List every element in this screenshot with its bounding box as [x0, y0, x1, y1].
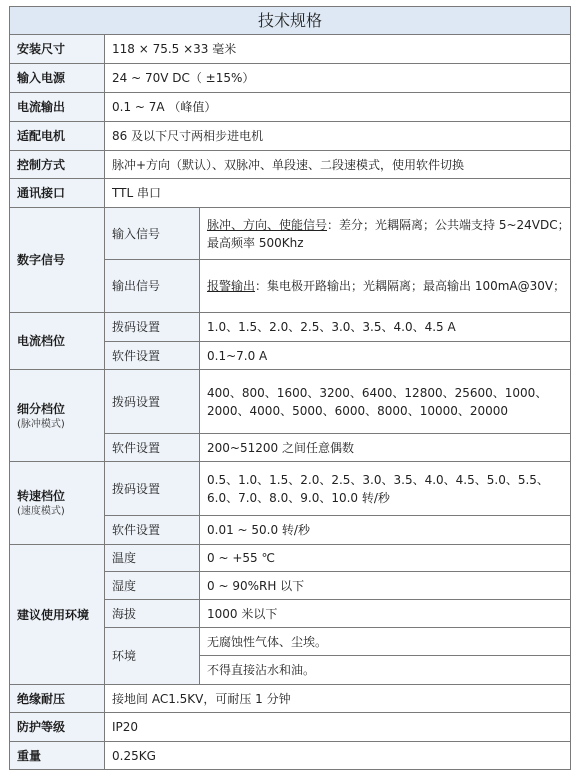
row-value	[200, 208, 571, 260]
signal-lead: 脉冲、方向、使能信号	[207, 217, 328, 232]
row-label: 控制方式	[10, 151, 105, 179]
row-value: 接地间 AC1.5KV，可耐压 1 分钟	[105, 685, 571, 713]
row-value: 1000 米以下	[200, 600, 571, 628]
sub-label: 拨码设置	[105, 370, 200, 434]
table-row	[10, 35, 571, 64]
table-row	[10, 179, 571, 208]
table-row	[10, 64, 571, 93]
row-label: 防护等级	[10, 713, 105, 742]
sub-label: 软件设置	[105, 434, 200, 462]
row-label: 绝缘耐压	[10, 685, 105, 713]
signal-lead: 报警输出	[207, 279, 256, 293]
table-row	[10, 122, 571, 151]
row-value: 400、800、1600、3200、6400、12800、25600、1000、2000、4000、5000、6000、8000、10000、20000	[200, 370, 571, 434]
row-label: 建议使用环境	[10, 545, 105, 685]
row-value: 1.0、1.5、2.0、2.5、3.0、3.5、4.0、4.5 A	[200, 313, 571, 342]
row-value: 0.5、1.0、1.5、2.0、2.5、3.0、3.5、4.0、4.5、5.0、5.5、6.0、7.0、8.0、9.0、10.0 转/秒	[200, 462, 571, 516]
row-label: 安装尺寸	[10, 35, 105, 64]
row-label: 重量	[10, 742, 105, 770]
row-value: TTL 串口	[105, 179, 571, 208]
row-value: 86 及以下尺寸两相步进电机	[105, 122, 571, 151]
row-value	[200, 260, 571, 313]
sub-label: 拨码设置	[105, 462, 200, 516]
row-value: 不得直接沾水和油。	[200, 656, 571, 685]
table-row	[10, 151, 571, 179]
row-value: 0.01 ~ 50.0 转/秒	[200, 516, 571, 545]
table-row	[10, 462, 571, 516]
row-value: 24 ~ 70V DC（ ±15%）	[105, 64, 571, 93]
row-value: 无腐蚀性气体、尘埃。	[200, 628, 571, 656]
row-label	[10, 370, 105, 462]
row-value: 0.1 ~ 7A （峰值）	[105, 93, 571, 122]
row-label-note: (速度模式)	[17, 506, 65, 517]
row-label-note: (脉冲模式)	[17, 418, 65, 430]
sub-label: 输出信号	[105, 260, 200, 313]
signal-detail: ：集电极开路输出；光耦隔离；最高输出 100mA@30V；	[255, 279, 566, 293]
table-row	[10, 685, 571, 713]
row-value: 0.1~7.0 A	[200, 342, 571, 370]
row-value: 0.25KG	[105, 742, 571, 770]
row-value: 0 ~ 90%RH 以下	[200, 572, 571, 600]
row-value: IP20	[105, 713, 571, 742]
table-title: 技术规格	[10, 7, 571, 35]
row-value: 118 × 75.5 ×33 毫米	[105, 35, 571, 64]
row-label-text: 转速档位	[17, 489, 66, 503]
table-row	[10, 370, 571, 434]
sub-label: 拨码设置	[105, 313, 200, 342]
sub-label: 温度	[105, 545, 200, 572]
row-label: 输入电源	[10, 64, 105, 93]
row-label: 电流档位	[10, 313, 105, 370]
table-row	[10, 713, 571, 742]
table-row	[10, 208, 571, 260]
row-label	[10, 462, 105, 545]
spec-table	[9, 6, 571, 770]
sub-label: 软件设置	[105, 342, 200, 370]
row-value: 200~51200 之间任意偶数	[200, 434, 571, 462]
row-label: 通讯接口	[10, 179, 105, 208]
signal-detail: ：差分；光耦隔离；公共端支持 5~24VDC；最高频率 500Khz	[207, 217, 570, 250]
sub-label: 海拔	[105, 600, 200, 628]
sub-label: 软件设置	[105, 516, 200, 545]
table-row	[10, 742, 571, 770]
row-label: 数字信号	[10, 208, 105, 313]
row-label: 适配电机	[10, 122, 105, 151]
table-row	[10, 545, 571, 572]
row-label: 电流输出	[10, 93, 105, 122]
row-value: 0 ~ +55 ℃	[200, 545, 571, 572]
row-label-text: 细分档位	[17, 401, 66, 416]
table-row	[10, 93, 571, 122]
sub-label: 环境	[105, 628, 200, 685]
table-row	[10, 313, 571, 342]
row-value: 脉冲+方向（默认）、双脉冲、单段速、二段速模式，使用软件切换	[105, 151, 571, 179]
sub-label: 湿度	[105, 572, 200, 600]
sub-label: 输入信号	[105, 208, 200, 260]
